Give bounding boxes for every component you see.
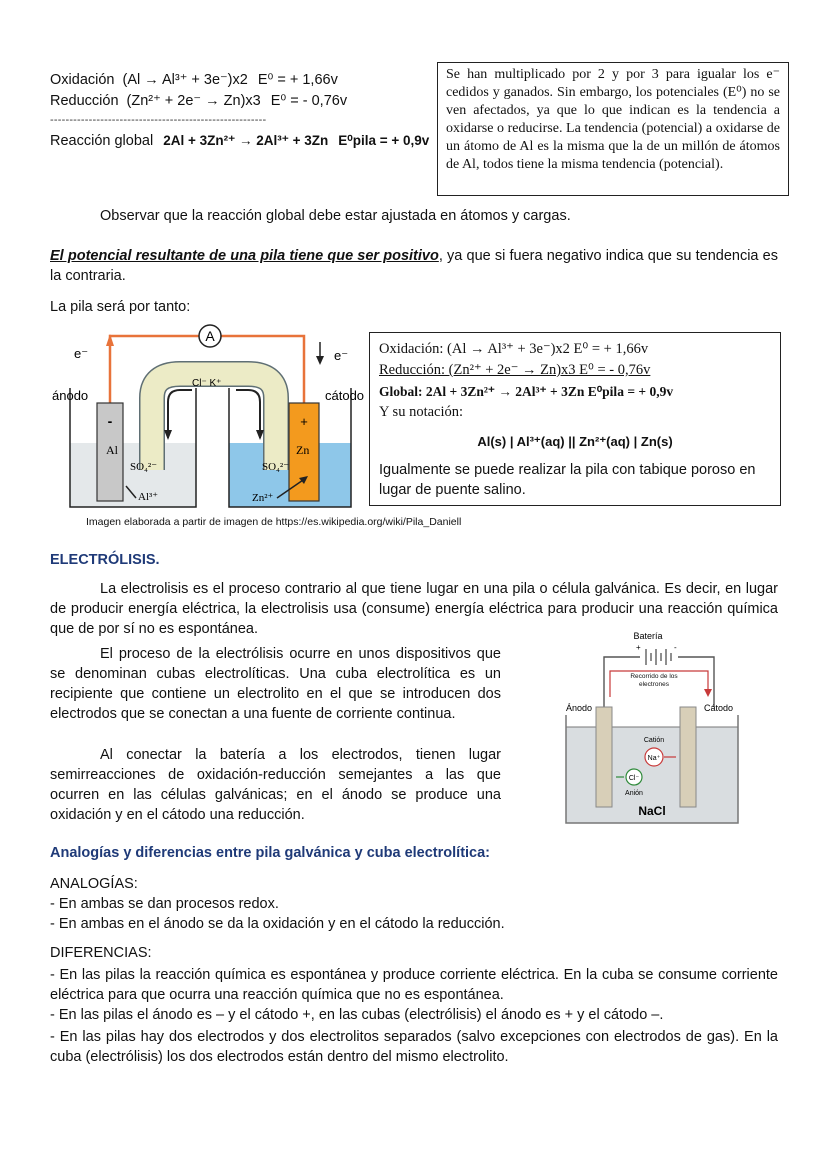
cell-notation: Al(s) | Al³⁺(aq) || Zn²⁺(aq) | Zn(s) (477, 434, 673, 449)
ammeter-label: A (205, 328, 215, 344)
electron-path-label: Recorrido de los electrones (630, 673, 678, 688)
al-label: Al (106, 443, 118, 457)
battery-minus: - (674, 643, 677, 652)
battery-label: Batería (633, 631, 663, 641)
difference-3: - En las pilas hay dos electrodos y dos electrolitos separados (salvo excepciones con electrodos de gas). En la cuba (electrólisis) los dos electrodos están dentro del mismo electrolito. (50, 1029, 778, 1065)
multiplication-note (437, 62, 789, 196)
pila-intro: La pila será por tanto: (50, 299, 191, 315)
ox-equation: (Al → Al³⁺ + 3e⁻)x2 (122, 72, 248, 88)
red-equation: (Zn²⁺ + 2e⁻ → Zn)x3 (126, 93, 261, 109)
reduction-line (50, 91, 429, 112)
electrolysis-heading: ELECTRÓLISIS. (50, 552, 160, 568)
analogies-title: ANALOGÍAS: (50, 876, 138, 892)
top-reactions (50, 70, 429, 152)
potential-rest: , ya que si fuera negativo indica que su tendencia es la contraria. (50, 248, 778, 284)
potential-emphasis: El potencial resultante de una pila tiene que ser positivo (50, 248, 439, 264)
zn-label: Zn (296, 443, 310, 457)
left-solution (70, 443, 196, 507)
minus-sign: - (107, 413, 113, 429)
porous-note: Igualmente se puede realizar la pila con tabique poroso en lugar de puente salino. (379, 462, 756, 498)
cuba-anode-electrode (596, 707, 612, 807)
electrolysis-paragraph-2: El proceso de la electrólisis ocurre en unos dispositivos que se denominan cubas electrolíticas. Una cuba electrolítica es un recipiente que contiene un electrolito en el que se introducen dos electrodos que se conectan a una fuente de corriente continua. (50, 646, 501, 722)
box-oxidation: Oxidación: (Al → Al³⁺ + 3e⁻)x2 E⁰ = + 1,66v (379, 341, 649, 357)
global-label: Reacción global (50, 133, 154, 149)
cl-label: Cl⁻ (628, 775, 640, 782)
electron-path-label-wrap (616, 673, 692, 695)
cuba-cathode-electrode (680, 707, 696, 807)
electrolysis-paragraph-3: Al conectar la batería a los electrodos, tienen lugar semirreacciones de oxidación-reducción semejantes a las que ocurren en las células galvánicas; en el ánodo se produce una oxidación y en el cátodo una reducción. (50, 747, 501, 823)
al3-ion-label: Al³⁺ (138, 491, 159, 503)
battery-symbol (646, 649, 671, 665)
divider-dashes: -------------------------------------------------------- (50, 114, 267, 126)
red-potential: E⁰ = - 0,76v (270, 93, 348, 109)
global-equation: 2Al + 3Zn²⁺ → 2Al³⁺ + 3Zn (163, 133, 329, 148)
nacl-label: NaCl (638, 804, 666, 818)
image-caption: Imagen elaborada a partir de imagen de https://es.wikipedia.org/wiki/Pila_Daniell (86, 516, 462, 528)
bridge-arrowhead-left (164, 430, 172, 440)
cation-label: Catión (643, 737, 665, 744)
sulfate-right-label: SO₄²⁻ (262, 461, 290, 473)
notation-intro: Y su notación: (379, 404, 464, 420)
anion-label: Anión (625, 790, 643, 797)
red-label: Reducción (50, 93, 119, 109)
analogies-heading: Analogías y diferencias entre pila galvánica y cuba electrolítica: (50, 845, 491, 861)
ox-potential: E⁰ = + 1,66v (257, 72, 338, 88)
analogy-1: - En ambas se dan procesos redox. (50, 896, 279, 912)
electron-flow-arrowhead (316, 356, 324, 365)
zn2-ion-label: Zn²⁺ (252, 492, 274, 504)
differences-title: DIFERENCIAS: (50, 945, 152, 961)
oxidation-line (50, 70, 429, 91)
plus-sign: + (300, 414, 308, 429)
ox-label: Oxidación (50, 72, 115, 88)
anode-label: ánodo (52, 388, 89, 403)
difference-2: - En las pilas el ánodo es – y el cátodo +, en las cubas (electrólisis) el ánodo es + y el cátodo –. (50, 1007, 664, 1023)
cuba-anode-label: Ánodo (566, 703, 593, 713)
difference-1: - En las pilas la reacción química es espontánea y produce corriente eléctrica. En la cuba se consume corriente eléctrica para que ocurra una reacción química que no es espontánea. (50, 967, 778, 1003)
galvanic-cell-diagram (44, 318, 374, 514)
global-potential: E⁰pila = + 0,9v (338, 133, 430, 148)
electron-path-arrowhead (704, 689, 712, 697)
note-text: Se han multiplicado por 2 y por 3 para igualar los e⁻ cedidos y ganados. Sin embargo, los potenciales (E⁰) no se ven afectados, ya que lo que indican es la tendencia a oxidarse o reducirse. La tendencia (potencial) a oxidarse de un átomo de Al es la misma que la de un millón de átomos de Al, todos tiene la misma tendencia (potencial). (446, 67, 780, 172)
na-label: Na⁺ (647, 755, 661, 762)
potential-paragraph (50, 246, 778, 286)
cuba-cathode-label: Cátodo (704, 703, 734, 713)
analogy-2: - En ambas en el ánodo se da la oxidación y en el cátodo la reducción. (50, 916, 505, 932)
box-global: Global: 2Al + 3Zn²⁺ → 2Al³⁺ + 3Zn E⁰pila = + 0,9v (379, 384, 674, 399)
electrolysis-paragraph-1: La electrolisis es el proceso contrario al que tiene lugar en una pila o célula galvánica. Es decir, en lugar de producir energía eléctrica, la electrolisis usa (consume) energía eléctrica para producir una reacción química que de por sí no es espontánea. (50, 581, 778, 637)
electrolytic-cell-diagram (548, 627, 744, 825)
cathode-label: cátodo (325, 388, 365, 403)
bridge-ions-label: Cl⁻ K⁺ (192, 378, 222, 389)
global-line (50, 130, 429, 152)
electron-right-label: e⁻ (334, 348, 349, 363)
cell-summary-box (369, 332, 781, 506)
battery-plus: + (636, 643, 641, 652)
electron-left-label: e⁻ (74, 346, 89, 361)
box-reduction: Reducción: (Zn²⁺ + 2e⁻ → Zn)x3 E⁰ = - 0,76v (379, 362, 651, 378)
observe-text: Observar que la reacción global debe estar ajustada en átomos y cargas. (100, 208, 571, 224)
sulfate-left-label: SO₄²⁻ (130, 461, 158, 473)
bridge-arrowhead-right (256, 430, 264, 440)
